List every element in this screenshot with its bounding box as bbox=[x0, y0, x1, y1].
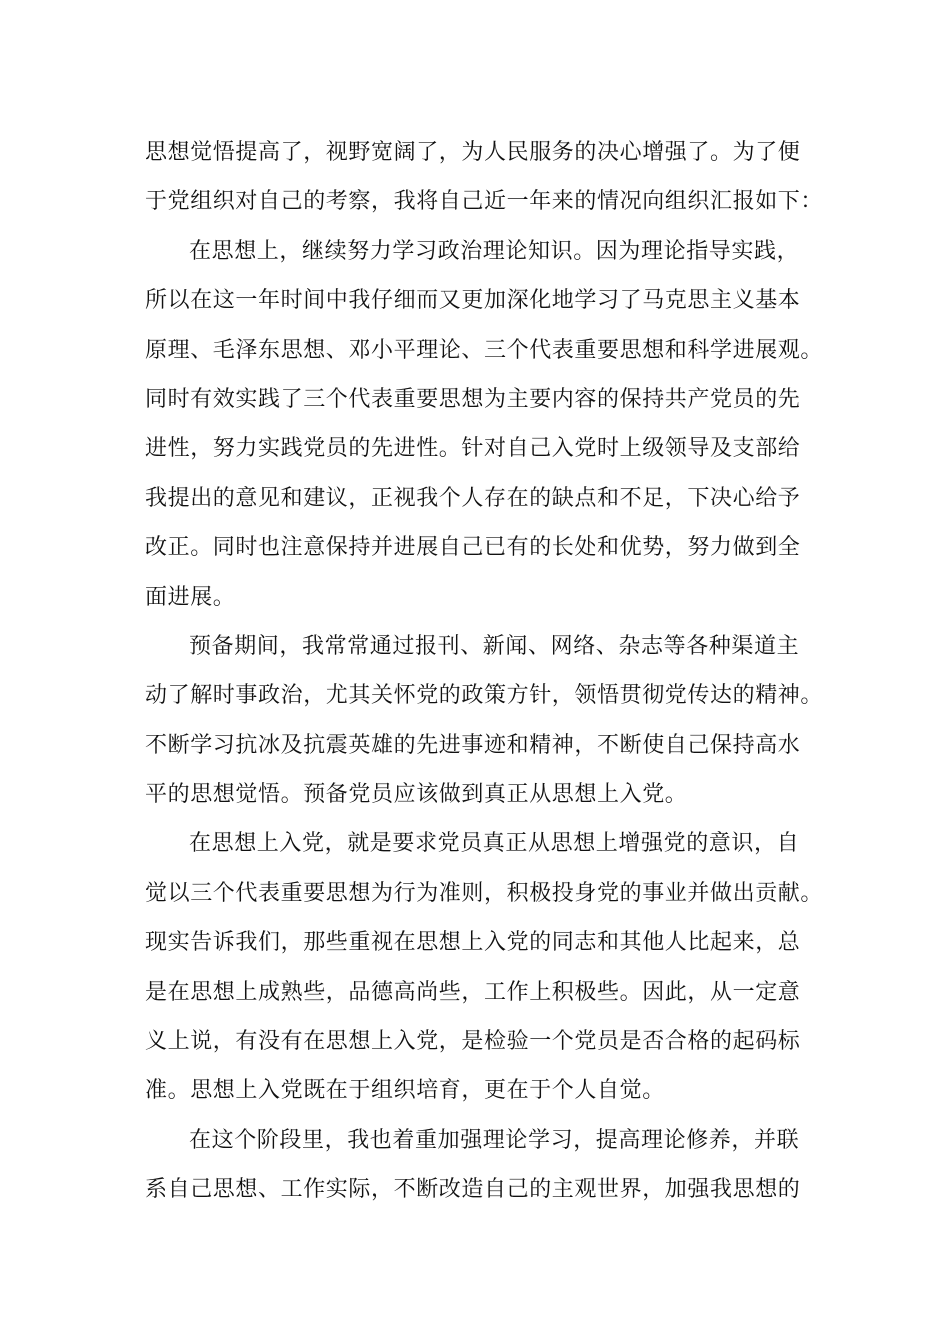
paragraph-first-line: 在这个阶段里，我也着重加强理论学习，提高理论修养，并联 bbox=[189, 1127, 800, 1153]
text-line: 面进展。 bbox=[145, 584, 236, 610]
document-body bbox=[145, 128, 825, 1215]
text-line: 系自己思想、工作实际，不断改造自己的主观世界，加强我思想的 bbox=[145, 1177, 801, 1203]
text-line: 是在思想上成熟些，品德高尚些，工作上积极些。因此，从一定意 bbox=[145, 979, 801, 1005]
text-line: 同时有效实践了三个代表重要思想为主要内容的保持共产党员的先 bbox=[145, 386, 801, 412]
text-line: 现实告诉我们，那些重视在思想上入党的同志和其他人比起来，总 bbox=[145, 930, 801, 956]
text-line: 义上说，有没有在思想上入党，是检验一个党员是否合格的起码标 bbox=[145, 1029, 801, 1055]
text-line: 所以在这一年时间中我仔细而又更加深化地学习了马克思主义基本 bbox=[145, 288, 801, 314]
text-line: 觉以三个代表重要思想为行为准则，积极投身党的事业并做出贡献。 bbox=[145, 880, 824, 906]
text-line: 平的思想觉悟。预备党员应该做到真正从思想上入党。 bbox=[145, 782, 688, 808]
text-line: 动了解时事政治，尤其关怀党的政策方针，领悟贯彻党传达的精神。 bbox=[145, 683, 824, 709]
text-line: 改正。同时也注意保持并进展自己已有的长处和优势，努力做到全 bbox=[145, 535, 801, 561]
text-line: 进性，努力实践党员的先进性。针对自己入党时上级领导及支部给 bbox=[145, 436, 801, 462]
text-line: 准。思想上入党既在于组织培育，更在于个人自觉。 bbox=[145, 1078, 665, 1104]
text-line: 思想觉悟提高了，视野宽阔了，为人民服务的决心增强了。为了便 bbox=[145, 140, 801, 165]
paragraph-first-line: 预备期间，我常常通过报刊、新闻、网络、杂志等各种渠道主 bbox=[189, 633, 800, 659]
text-line: 不断学习抗冰及抗震英雄的先进事迹和精神，不断使自己保持高水 bbox=[145, 732, 801, 758]
paragraph-first-line: 在思想上入党，就是要求党员真正从思想上增强党的意识，自 bbox=[189, 831, 800, 857]
text-line: 于党组织对自己的考察，我将自己近一年来的情况向组织汇报如下： bbox=[145, 189, 824, 215]
paragraph-first-line: 在思想上，继续努力学习政治理论知识。因为理论指导实践， bbox=[189, 238, 800, 264]
text-line: 我提出的意见和建议，正视我个人存在的缺点和不足，下决心给予 bbox=[145, 485, 801, 511]
text-line: 原理、毛泽东思想、邓小平理论、三个代表重要思想和科学进展观。 bbox=[145, 337, 824, 363]
